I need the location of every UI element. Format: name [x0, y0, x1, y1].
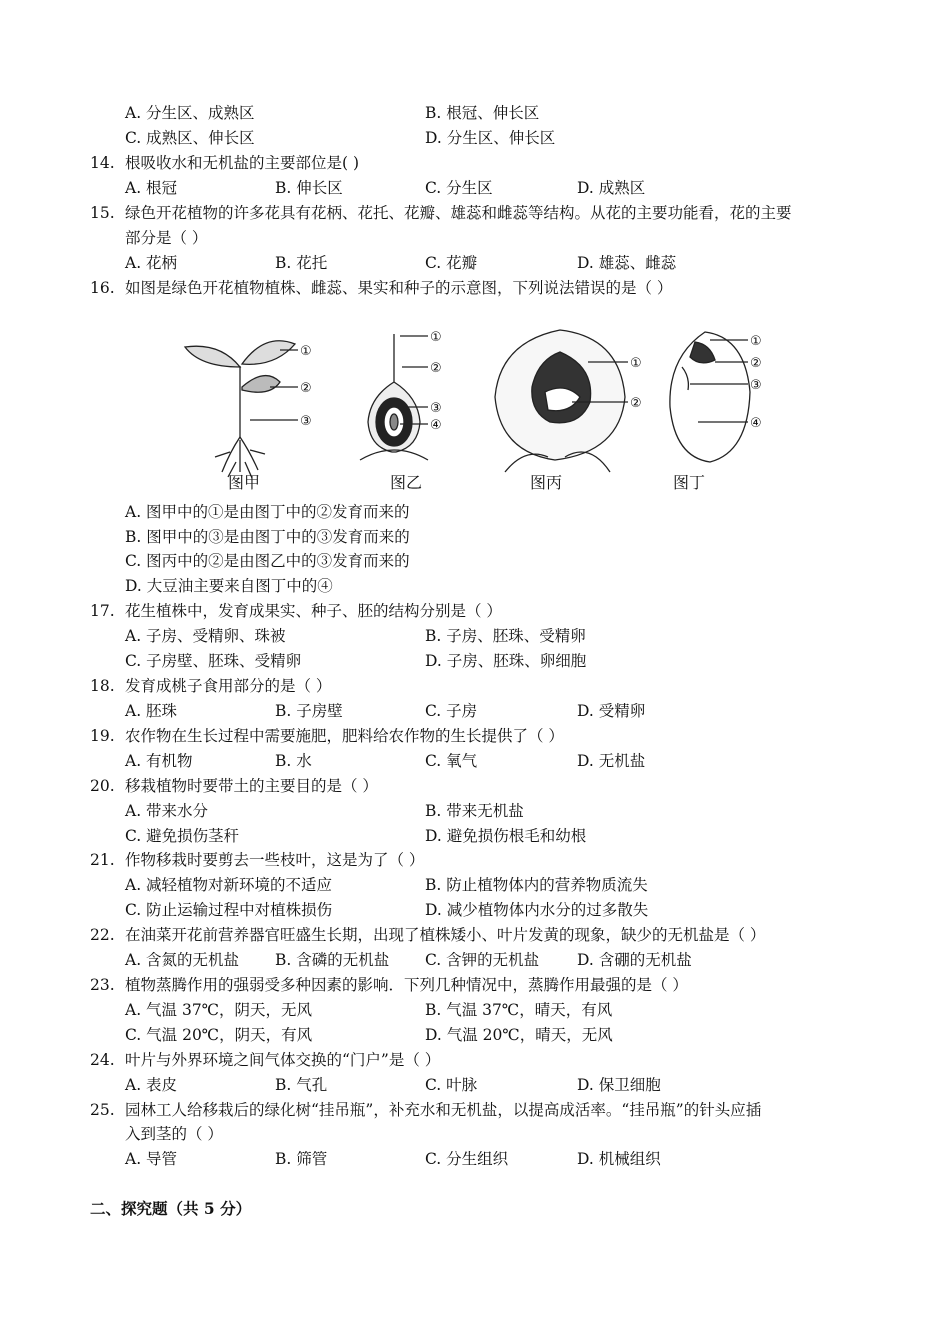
q21-number: 21.	[90, 851, 115, 869]
q13-option-b: B. 根冠、伸长区	[425, 104, 540, 122]
q15-stem-line2: 部分是（ ）	[125, 229, 208, 247]
figure-yi-label: 图乙	[390, 473, 423, 492]
section-2-heading: 二、探究题（共 5 分）	[90, 1199, 252, 1218]
bing-marker-1: ①	[630, 356, 642, 371]
figure-ding-seed	[670, 332, 750, 462]
q21-option-a: A. 减轻植物对新环境的不适应	[125, 876, 333, 894]
q17-option-a: A. 子房、受精卵、珠被	[125, 627, 286, 645]
bing-marker-2: ②	[630, 396, 642, 411]
q14-option-b: B. 伸长区	[275, 179, 343, 197]
figure-jia-label: 图甲	[228, 473, 261, 492]
q20-option-a: A. 带来水分	[125, 802, 209, 820]
q24-stem: 叶片与外界环境之间气体交换的“门户”是（ ）	[125, 1051, 441, 1069]
q16-stem: 如图是绿色开花植物植株、雌蕊、果实和种子的示意图，下列说法错误的是（ ）	[125, 279, 673, 297]
q14-option-d: D. 成熟区	[577, 179, 646, 197]
figure-bing-label: 图丙	[530, 473, 563, 492]
q24-option-a: A. 表皮	[125, 1076, 178, 1094]
q22-option-d: D. 含硼的无机盐	[577, 951, 692, 969]
q21-option-c: C. 防止运输过程中对植株损伤	[125, 901, 333, 919]
q13-option-d: D. 分生区、伸长区	[425, 129, 556, 147]
q25-option-b: B. 筛管	[275, 1150, 328, 1168]
ding-marker-4: ④	[750, 416, 762, 431]
q18-number: 18.	[90, 677, 115, 695]
figure-bing-peach	[495, 330, 625, 472]
q13-option-a: A. 分生区、成熟区	[125, 104, 255, 122]
q18-stem: 发育成桃子食用部分的是（ ）	[125, 677, 332, 695]
q23-option-c: C. 气温 20℃，阴天，有风	[125, 1026, 313, 1044]
q14-stem: 根吸收水和无机盐的主要部位是( )	[125, 154, 360, 172]
q22-stem: 在油菜开花前营养器官旺盛生长期，出现了植株矮小、叶片发黄的现象，缺少的无机盐是（ ）	[125, 926, 766, 944]
q16-option-d: D. 大豆油主要来自图丁中的④	[125, 577, 333, 595]
q23-number: 23.	[90, 976, 115, 994]
q25-stem-line1: 园林工人给移栽后的绿化树“挂吊瓶”，补充水和无机盐，以提高成活率。“挂吊瓶”的针头应插	[125, 1101, 762, 1119]
q17-stem: 花生植株中，发育成果实、种子、胚的结构分别是（ ）	[125, 602, 502, 620]
q16-option-b: B. 图甲中的③是由图丁中的③发育而来的	[125, 528, 410, 546]
yi-marker-2: ②	[430, 361, 442, 376]
q18-option-c: C. 子房	[425, 702, 478, 720]
q20-stem: 移栽植物时要带土的主要目的是（ ）	[125, 777, 378, 795]
q14-option-a: A. 根冠	[125, 179, 178, 197]
q19-option-a: A. 有机物	[125, 752, 193, 770]
q19-option-b: B. 水	[275, 752, 312, 770]
jia-marker-3: ③	[300, 414, 312, 429]
jia-marker-1: ①	[300, 344, 312, 359]
q22-option-c: C. 含钾的无机盐	[425, 951, 540, 969]
figure-jia-plant	[185, 341, 295, 478]
ding-marker-3: ③	[750, 378, 762, 393]
q24-option-c: C. 叶脉	[425, 1076, 478, 1094]
q20-option-d: D. 避免损伤根毛和幼根	[425, 827, 587, 845]
jia-marker-2: ②	[300, 381, 312, 396]
q23-option-d: D. 气温 20℃，晴天，无风	[425, 1026, 613, 1044]
q22-option-b: B. 含磷的无机盐	[275, 951, 390, 969]
q25-option-c: C. 分生组织	[425, 1150, 509, 1168]
figure-yi-pistil	[360, 334, 428, 460]
ding-marker-2: ②	[750, 356, 762, 371]
q23-option-a: A. 气温 37℃，阴天，无风	[125, 1001, 313, 1019]
q20-option-c: C. 避免损伤茎秆	[125, 827, 240, 845]
q25-number: 25.	[90, 1101, 115, 1119]
q25-option-d: D. 机械组织	[577, 1150, 661, 1168]
ding-marker-1: ①	[750, 334, 762, 349]
figure-ding-label: 图丁	[673, 473, 706, 492]
q17-option-c: C. 子房壁、胚珠、受精卵	[125, 652, 302, 670]
q17-option-b: B. 子房、胚珠、受精卵	[425, 627, 586, 645]
q20-number: 20.	[90, 777, 115, 795]
q16-option-a: A. 图甲中的①是由图丁中的②发育而来的	[125, 503, 410, 521]
q23-stem: 植物蒸腾作用的强弱受多种因素的影响．下列几种情况中，蒸腾作用最强的是（ ）	[125, 976, 688, 994]
q19-number: 19.	[90, 727, 115, 745]
q14-option-c: C. 分生区	[425, 179, 493, 197]
q15-option-c: C. 花瓣	[425, 254, 478, 272]
q15-option-b: B. 花托	[275, 254, 328, 272]
q21-stem: 作物移栽时要剪去一些枝叶，这是为了（ ）	[125, 851, 425, 869]
q21-option-d: D. 减少植物体内水分的过多散失	[425, 901, 649, 919]
yi-marker-3: ③	[430, 401, 442, 416]
q18-option-a: A. 胚珠	[125, 702, 178, 720]
q22-option-a: A. 含氮的无机盐	[125, 951, 240, 969]
q18-option-b: B. 子房壁	[275, 702, 343, 720]
q13-option-c: C. 成熟区、伸长区	[125, 129, 255, 147]
q18-option-d: D. 受精卵	[577, 702, 646, 720]
q16-figure	[170, 322, 790, 497]
q19-stem: 农作物在生长过程中需要施肥，肥料给农作物的生长提供了（ ）	[125, 727, 564, 745]
yi-marker-4: ④	[430, 418, 442, 433]
q17-number: 17.	[90, 602, 115, 620]
q14-number: 14.	[90, 154, 115, 172]
q24-option-b: B. 气孔	[275, 1076, 328, 1094]
yi-marker-1: ①	[430, 330, 442, 345]
q15-number: 15.	[90, 204, 115, 222]
q21-option-b: B. 防止植物体内的营养物质流失	[425, 876, 648, 894]
q24-number: 24.	[90, 1051, 115, 1069]
q25-option-a: A. 导管	[125, 1150, 178, 1168]
q16-option-c: C. 图丙中的②是由图乙中的③发育而来的	[125, 552, 410, 570]
q19-option-d: D. 无机盐	[577, 752, 646, 770]
q23-option-b: B. 气温 37℃，晴天，有风	[425, 1001, 613, 1019]
q15-stem-line1: 绿色开花植物的许多花具有花柄、花托、花瓣、雄蕊和雌蕊等结构。从花的主要功能看，花的主要	[125, 204, 792, 222]
q15-option-d: D. 雄蕊、雌蕊	[577, 254, 677, 272]
q17-option-d: D. 子房、胚珠、卵细胞	[425, 652, 587, 670]
q19-option-c: C. 氧气	[425, 752, 478, 770]
q15-option-a: A. 花柄	[125, 254, 178, 272]
q24-option-d: D. 保卫细胞	[577, 1076, 661, 1094]
q22-number: 22.	[90, 926, 115, 944]
q20-option-b: B. 带来无机盐	[425, 802, 524, 820]
q16-number: 16.	[90, 279, 115, 297]
q25-stem-line2: 入到茎的（ ）	[125, 1125, 223, 1143]
